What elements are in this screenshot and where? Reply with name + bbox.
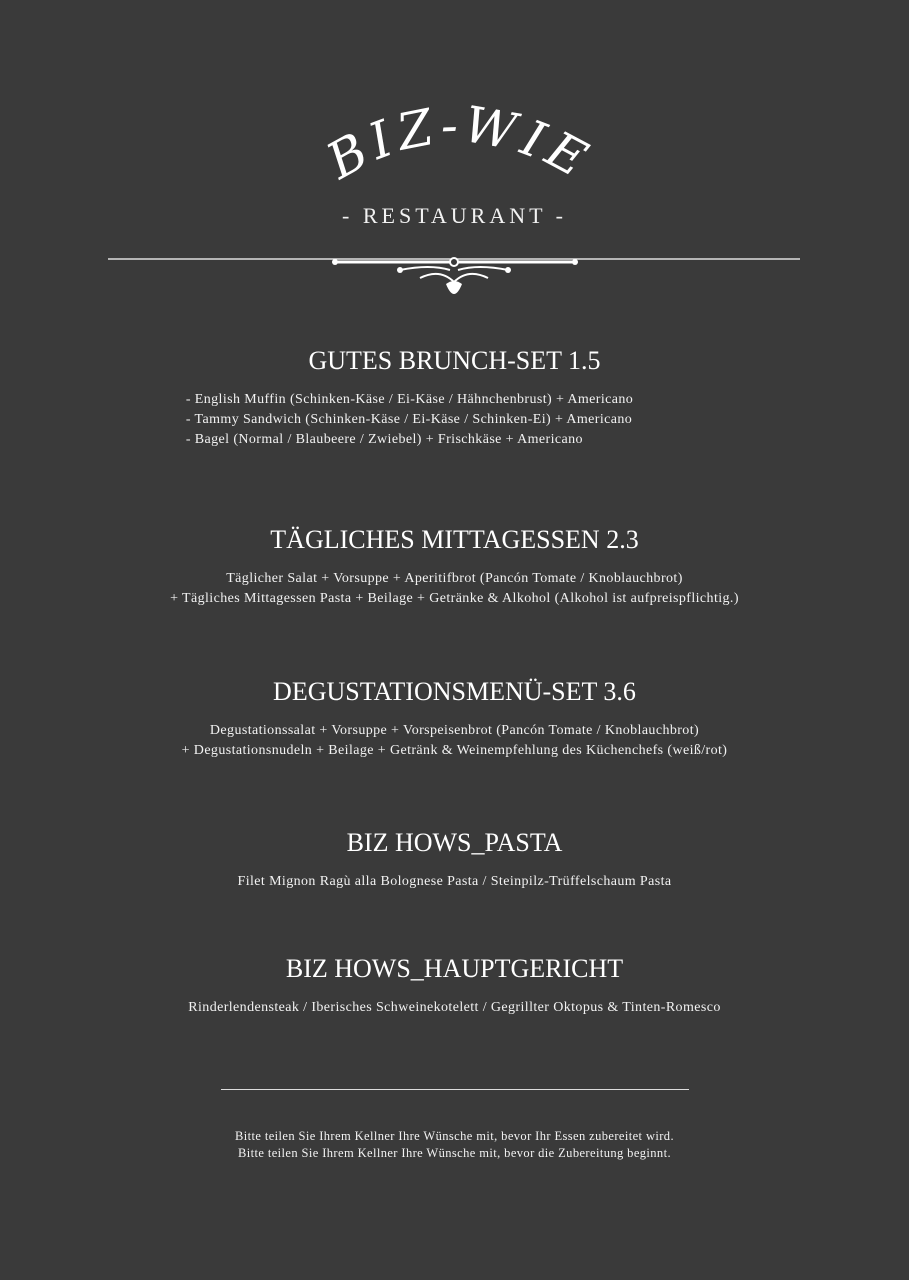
divider — [221, 1089, 689, 1090]
menu-line: - Tammy Sandwich (Schinken-Käse / Ei-Käse / Schinken-Ei) + Americano — [185, 412, 633, 427]
section-tasting — [0, 677, 909, 761]
svg-text:BIZ-WIE: BIZ-WIE — [317, 95, 602, 192]
menu-line: - English Muffin (Schinken-Käse / Ei-Käse / Hähnchenbrust) + Americano — [185, 392, 634, 407]
menu-line: Rinderlendensteak / Iberisches Schweinekotelett / Gegrillter Oktopus & Tinten-Romesco — [188, 1000, 721, 1015]
logo — [0, 95, 909, 215]
menu-line: Filet Mignon Ragù alla Bolognese Pasta / Steinpilz-Trüffelschaum Pasta — [237, 874, 672, 889]
section-pasta — [0, 828, 909, 892]
section-title: GUTES BRUNCH-SET 1.5 — [308, 346, 601, 375]
section-title: BIZ HOWS_PASTA — [346, 828, 563, 857]
footer-line: Bitte teilen Sie Ihrem Kellner Ihre Wünsche mit, bevor die Zubereitung beginnt. — [238, 1146, 671, 1160]
section-title: BIZ HOWS_HAUPTGERICHT — [285, 954, 624, 983]
menu-line: + Tägliches Mittagessen Pasta + Beilage + Getränke & Alkohol (Alkohol ist aufpreispflichtig.) — [170, 591, 739, 606]
ornament-divider — [0, 250, 909, 300]
section-main — [0, 954, 909, 1018]
footer-note — [0, 1128, 909, 1162]
menu-line: Degustationssalat + Vorsuppe + Vorspeisenbrot (Pancón Tomate / Knoblauchbrot) — [209, 723, 700, 738]
menu-line: + Degustationsnudeln + Beilage + Getränk & Weinempfehlung des Küchenchefs (weiß/rot) — [181, 743, 728, 758]
section-lunch — [0, 525, 909, 609]
restaurant-subtitle: - RESTAURANT - — [342, 203, 567, 228]
footer-line: Bitte teilen Sie Ihrem Kellner Ihre Wünsche mit, bevor Ihr Essen zubereitet wird. — [235, 1129, 674, 1143]
section-brunch — [0, 346, 909, 450]
section-title: TÄGLICHES MITTAGESSEN 2.3 — [270, 525, 639, 554]
menu-line: - Bagel (Normal / Blaubeere / Zwiebel) + Frischkäse + Americano — [185, 432, 583, 447]
section-title: DEGUSTATIONSMENÜ-SET 3.6 — [273, 677, 636, 706]
menu-line: Täglicher Salat + Vorsuppe + Aperitifbrot (Pancón Tomate / Knoblauchbrot) — [226, 571, 683, 586]
